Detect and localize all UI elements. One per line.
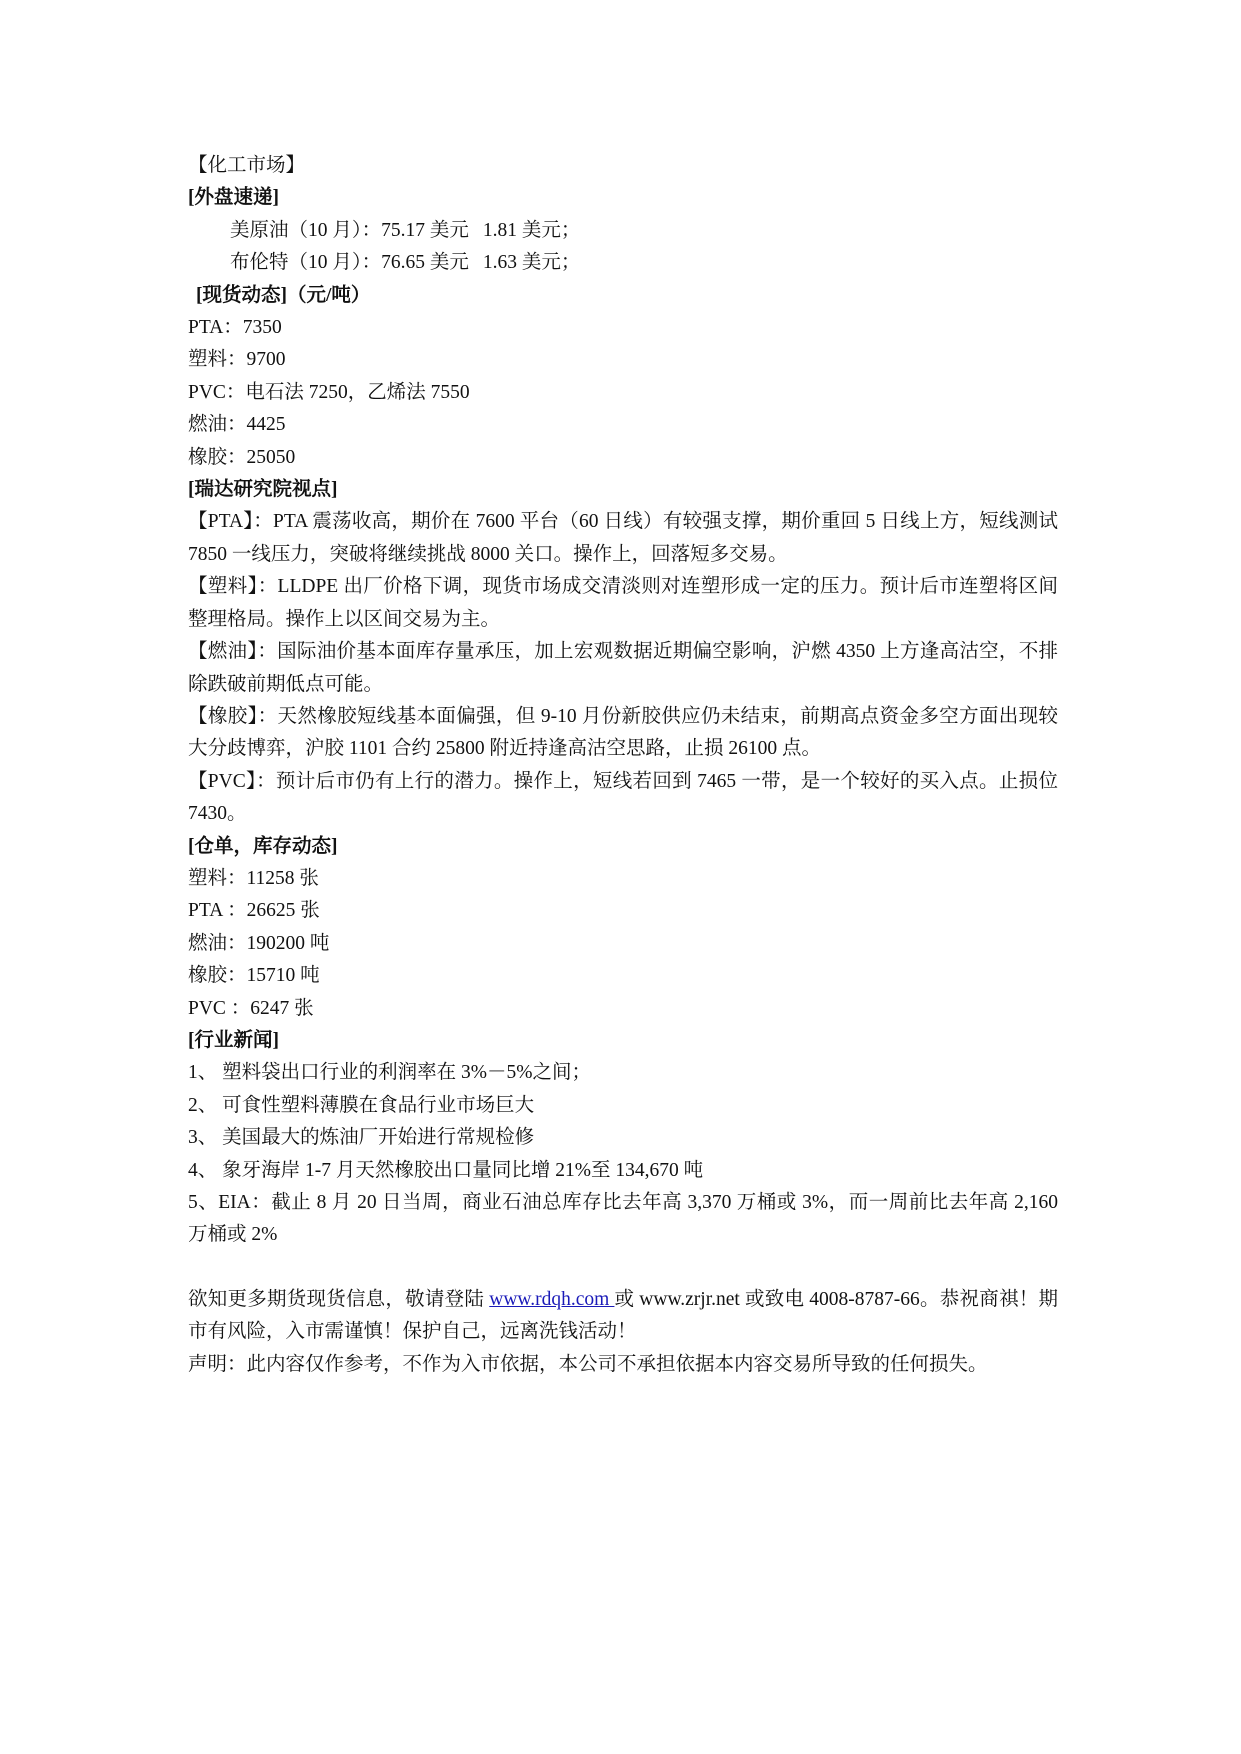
spot-item: PVC：电石法 7250，乙烯法 7550 [188, 381, 470, 403]
view-text: ：预计后市仍有上行的潜力。操作上，短线若回到 7465 一带，是一个较好的买入点。止损位 7430。 [188, 770, 1058, 825]
footer-disclaimer: 声明：此内容仅作参考，不作为入市依据，本公司不承担依据本内容交易所导致的任何损失。 [188, 1353, 988, 1375]
view-text: ：天然橡胶短线基本面偏强，但 9-10 月份新胶供应仍未结束，前期高点资金多空方面出现较大分歧博弈，沪胶 1101 合约 25800 附近持逢高沽空思路，止损 26100 点。 [188, 705, 1058, 760]
view-tag: 【PVC】 [188, 770, 257, 792]
news-item: 4、 象牙海岸 1-7 月天然橡胶出口量同比增 21%至 134,670 吨 [188, 1159, 704, 1181]
view-tag: 【PTA】 [188, 511, 254, 533]
view-tag: 【塑料】 [188, 576, 258, 598]
footer-info-prefix: 欲知更多期货现货信息，敬请登陆 [188, 1288, 490, 1310]
news-heading: [行业新闻] [188, 1029, 279, 1051]
footer-info [188, 1284, 1058, 1349]
footer-info-suffix: 或 www.zrjr.net 或致电 4008-8787-66。恭祝商祺！期市有风险，入市需谨慎！保护自己，远离洗钱活动！ [188, 1288, 1058, 1343]
views-heading: [瑞达研究院视点] [188, 479, 338, 501]
overseas-item-change: 1.81 美元； [482, 219, 581, 241]
view-paragraph-fueloil [188, 636, 1058, 701]
news-item: 5、EIA：截止 8 月 20 日当周，商业石油总库存比去年高 3,370 万桶或 3%，而一周前比去年高 2,160 万桶或 2% [188, 1192, 1058, 1246]
news-item: 1、 塑料袋出口行业的利润率在 3%－5%之间； [188, 1062, 591, 1084]
view-paragraph-plastic [188, 571, 1058, 636]
view-text: ：国际油价基本面库存量承压，加上宏观数据近期偏空影响，沪燃 4350 上方逢高沽空，不排除跌破前期低点可能。 [188, 641, 1058, 695]
view-paragraph-pta [188, 506, 1058, 571]
warehouse-heading: [仓单，库存动态] [188, 835, 338, 857]
website-link[interactable]: www.rdqh.com [489, 1288, 615, 1310]
spot-item: 橡胶：25050 [188, 446, 296, 468]
overseas-item [188, 215, 1058, 247]
news-item: 3、 美国最大的炼油厂开始进行常规检修 [188, 1127, 535, 1149]
overseas-heading: [外盘速递] [188, 187, 279, 209]
spot-item: 燃油：4425 [188, 414, 286, 436]
warehouse-item: 塑料：11258 张 [188, 867, 319, 889]
document-body [188, 150, 1058, 1381]
spot-item: PTA：7350 [188, 317, 282, 339]
warehouse-item: PVC ：6247 张 [188, 997, 314, 1019]
overseas-item-name: 布伦特（10 月）：76.65 美元 [230, 252, 469, 274]
overseas-item-name: 美原油（10 月）：75.17 美元 [230, 219, 469, 241]
warehouse-item: PTA ：26625 张 [188, 900, 320, 922]
view-text: ：LLDPE 出厂价格下调，现货市场成交清淡则对连塑形成一定的压力。预计后市连塑将区间整理格局。操作上以区间交易为主。 [188, 576, 1058, 630]
spot-item: 塑料：9700 [188, 349, 286, 371]
view-text: ：PTA 震荡收高，期价在 7600 平台（60 日线）有较强支撑，期价重回 5 日线上方，短线测试 7850 一线压力，突破将继续挑战 8000 关口。操作上，回落短多交易。 [188, 511, 1058, 565]
warehouse-item: 橡胶：15710 吨 [188, 965, 320, 987]
view-tag: 【橡胶】 [188, 705, 258, 727]
section-title: 【化工市场】 [188, 155, 306, 176]
view-paragraph-rubber [188, 701, 1058, 766]
overseas-item-change: 1.63 美元； [482, 252, 581, 274]
overseas-item [188, 247, 1058, 279]
spacer [188, 1252, 1058, 1284]
view-tag: 【燃油】 [188, 641, 258, 663]
news-item: 2、 可食性塑料薄膜在食品行业市场巨大 [188, 1094, 535, 1116]
warehouse-item: 燃油：190200 吨 [188, 932, 330, 954]
spot-heading: [现货动态]（元/吨） [196, 284, 371, 306]
view-paragraph-pvc [188, 766, 1058, 831]
